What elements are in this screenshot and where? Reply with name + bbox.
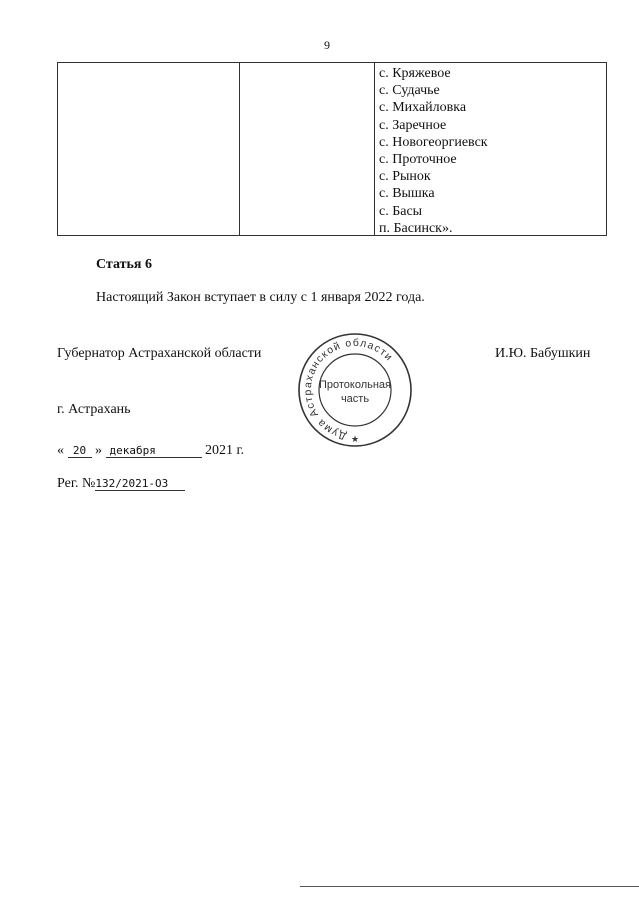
date-month: декабря (106, 444, 202, 458)
stamp-center-line1: Протокольная (318, 379, 392, 391)
official-stamp (293, 330, 417, 448)
date-year: 2021 г. (205, 443, 245, 458)
stamp-center-line2: часть (340, 393, 370, 405)
list-item: с. Михайловка (379, 100, 467, 116)
settlements-table (57, 62, 607, 236)
list-item: с. Проточное (379, 152, 457, 168)
list-item: с. Судачье (379, 83, 440, 99)
table-column-divider (239, 63, 240, 235)
city: г. Астрахань (57, 402, 131, 417)
list-item: с. Кряжевое (379, 66, 451, 81)
article-title: Статья 6 (96, 257, 152, 272)
stamp-ring-text: Дума Астраханской области (301, 336, 396, 443)
list-item: с. Вышка (379, 186, 435, 202)
date-open-quote: « (57, 443, 64, 458)
signatory-name: И.Ю. Бабушкин (495, 346, 591, 361)
page-number: 9 (324, 38, 330, 52)
date-day: 20 (68, 444, 92, 458)
stamp-star-icon: ★ (350, 435, 360, 445)
list-item: п. Басинск». (379, 220, 453, 236)
article-text: Настоящий Закон вступает в силу с 1 января 2022 года. (96, 290, 425, 305)
list-item: с. Басы (379, 203, 423, 219)
registration-number: 132/2021-ОЗ (95, 477, 185, 491)
registration-line (57, 476, 185, 492)
signatory-position: Губернатор Астраханской области (57, 346, 262, 361)
date-close-quote: » (95, 443, 102, 458)
settlement-list (379, 65, 488, 237)
bottom-rule (300, 886, 639, 887)
table-column-divider (374, 63, 375, 235)
stamp-graphic (293, 330, 417, 448)
list-item: с. Новогеоргиевск (379, 134, 488, 150)
list-item: с. Заречное (379, 117, 447, 133)
list-item: с. Рынок (379, 169, 431, 185)
signing-date (57, 443, 244, 459)
registration-prefix: Рег. № (57, 476, 96, 491)
